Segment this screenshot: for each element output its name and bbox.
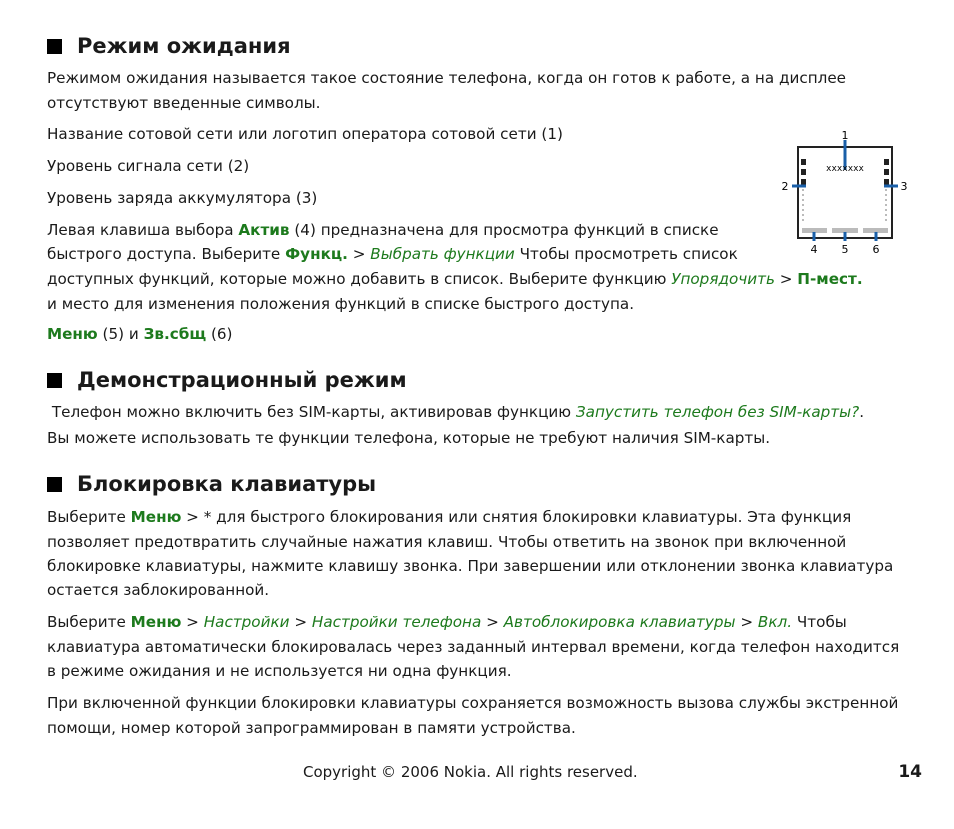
keylock-p1-line-3: блокировке клавиатуры, нажмите клавишу звонка. При завершении или отклонении звонка клавиатура: [47, 557, 894, 575]
on-option-link[interactable]: Вкл.: [757, 613, 793, 631]
callout-label-6: 6: [872, 243, 880, 256]
square-bullet-icon: [47, 477, 62, 492]
callout-label-4: 4: [810, 243, 818, 256]
standby-intro-line-1: Режимом ожидания называется такое состояние телефона, когда он готов к работе, а на дисплее: [47, 69, 847, 87]
funcs-menu-label: Функц.: [285, 245, 348, 263]
demo-line-1: Телефон можно включить без SIM-карты, активировав функцию Запустить телефон без SIM-карты?.: [47, 403, 865, 421]
keylock-p2-line-3: в режиме ожидания и не используется ни одна функция.: [47, 662, 512, 680]
contacts-softkey-label: Зв.сбщ: [143, 325, 207, 343]
section-heading-standby: Режим ожидания: [47, 33, 291, 59]
phone-settings-link[interactable]: Настройки телефона: [311, 613, 482, 631]
autolock-link[interactable]: Автоблокировка клавиатуры: [503, 613, 736, 631]
standby-item-network: Название сотовой сети или логотип оператора сотовой сети (1): [47, 125, 563, 143]
arrange-link[interactable]: Упорядочить: [671, 270, 775, 288]
demo-line-2: Вы можете использовать те функции телефона, которые не требуют наличия SIM-карты.: [47, 429, 771, 447]
move-option-label: П-мест.: [797, 270, 863, 288]
callout-label-2: 2: [781, 180, 789, 193]
signal-bar-icon: [801, 179, 806, 185]
battery-bar-icon: [884, 169, 889, 175]
active-softkey-label: Актив: [238, 221, 290, 239]
signal-bar-icon: [801, 159, 806, 165]
keylock-p1-line-2: позволяет предотвратить случайные нажатия клавиш. Чтобы ответить на звонок при включенной: [47, 533, 847, 551]
callout-label-3: 3: [900, 180, 908, 193]
square-bullet-icon: [47, 373, 62, 388]
menu-key-label: Меню: [130, 508, 182, 526]
section-heading-keylock: Блокировка клавиатуры: [47, 471, 376, 497]
standby-arrange-line: доступных функций, которые можно добавить в список. Выберите функцию Упорядочить > П-мест.: [47, 270, 863, 288]
keylock-p3-line-2: помощи, номер которой запрограммирован в памяти устройства.: [47, 719, 576, 737]
standby-screen-diagram: [780, 128, 910, 258]
keylock-p2-line-1: Выберите Меню > Настройки > Настройки телефона > Автоблокировка клавиатуры > Вкл. Чтобы: [47, 613, 847, 631]
keylock-p1-line-1: Выберите Меню > * для быстрого блокирования или снятия блокировки клавиатуры. Эта функция: [47, 508, 852, 526]
standby-intro-line-2: отсутствуют введенные символы.: [47, 94, 321, 112]
settings-link[interactable]: Настройки: [203, 613, 290, 631]
menu-softkey-label: Меню: [47, 325, 98, 343]
keylock-p1-line-4: остается заблокированной.: [47, 581, 270, 599]
keylock-p2-line-2: клавиатура автоматически блокировалась через заданный интервал времени, когда телефон находится: [47, 638, 900, 656]
operator-logo-placeholder: xxxxxxx: [826, 164, 864, 174]
battery-bar-icon: [884, 179, 889, 185]
standby-position-line: и место для изменения положения функций в списке быстрого доступа.: [47, 295, 635, 313]
start-without-sim-link[interactable]: Запустить телефон без SIM-карты?: [575, 403, 860, 421]
battery-bar-icon: [884, 159, 889, 165]
select-funcs-link[interactable]: Выбрать функции: [370, 245, 515, 263]
callout-label-1: 1: [841, 129, 849, 142]
signal-bar-icon: [801, 169, 806, 175]
keylock-p3-line-1: При включенной функции блокировки клавиатуры сохраняется возможность вызова службы экстренной: [47, 694, 899, 712]
section-heading-demo: Демонстрационный режим: [47, 367, 407, 393]
standby-item-battery: Уровень заряда аккумулятора (3): [47, 189, 318, 207]
copyright-text: Copyright © 2006 Nokia. All rights reserved.: [303, 763, 638, 781]
page-number: 14: [898, 762, 922, 782]
menu-key-label: Меню: [130, 613, 182, 631]
square-bullet-icon: [47, 39, 62, 54]
standby-item-signal: Уровень сигнала сети (2): [47, 157, 250, 175]
standby-left-key-line: Левая клавиша выбора Актив (4) предназначена для просмотра функций в списке: [47, 221, 719, 239]
callout-label-5: 5: [841, 243, 849, 256]
standby-softkeys-line: Меню (5) и Зв.сбщ (6): [47, 325, 233, 343]
standby-funcs-line: быстрого доступа. Выберите Функц. > Выбрать функции Чтобы просмотреть список: [47, 245, 738, 263]
